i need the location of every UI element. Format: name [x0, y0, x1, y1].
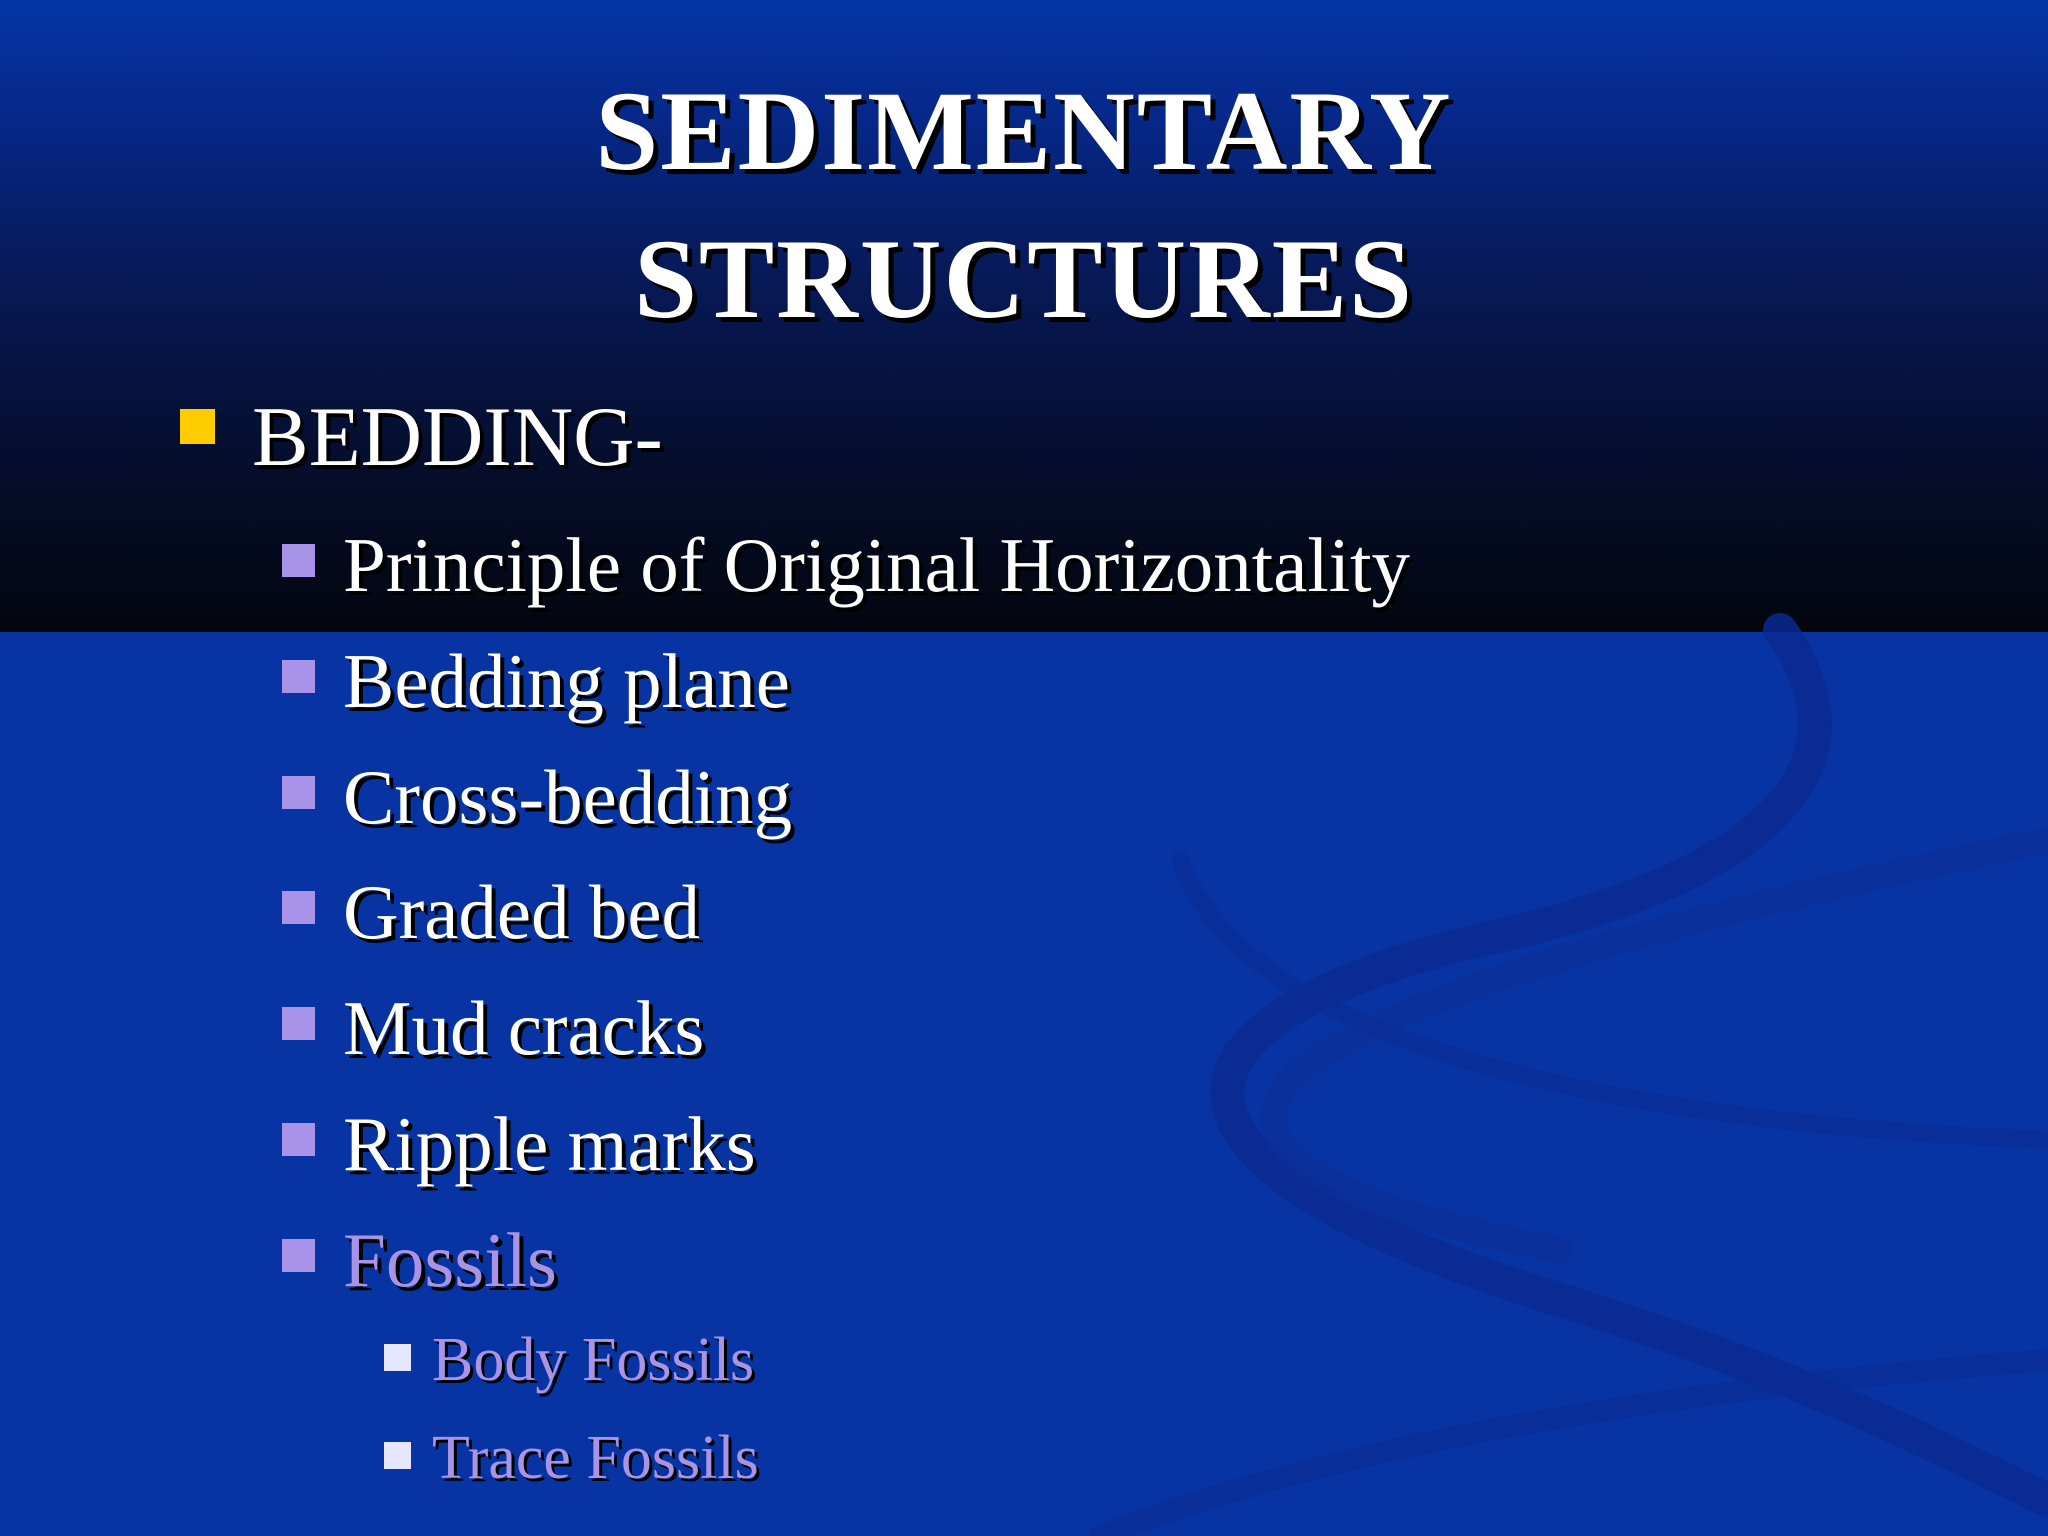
sub-bullet-text: Cross-bedding	[343, 754, 793, 840]
bullet-text: BEDDING-	[252, 390, 663, 484]
sub-sub-bullet-body-fossils	[384, 1326, 754, 1394]
sub-bullet-text: Bedding plane	[343, 638, 790, 724]
square-bullet-icon	[282, 660, 315, 693]
sub-bullet-text: Principle of Original Horizontality	[343, 522, 1411, 608]
sub-bullet-text: Mud cracks	[343, 985, 705, 1071]
sub-sub-bullet-text: Trace Fossils	[432, 1424, 759, 1492]
sub-bullet-fossils	[282, 1219, 557, 1301]
sub-bullet-mud-cracks	[282, 987, 704, 1069]
title-line-1: SEDIMENTARY	[595, 69, 1453, 194]
sub-bullet-text: Graded bed	[343, 869, 701, 955]
sub-bullet-text: Fossils	[343, 1217, 558, 1303]
sub-sub-bullet-trace-fossils	[384, 1424, 759, 1492]
title-line-2: STRUCTURES	[634, 217, 1414, 342]
square-bullet-icon	[282, 1239, 315, 1272]
sub-bullet-ripple-marks	[282, 1103, 756, 1185]
square-bullet-icon	[180, 409, 215, 444]
sub-bullet-original-horizontality	[282, 524, 1410, 606]
sub-bullet-text: Ripple marks	[343, 1101, 756, 1187]
sub-bullet-bedding-plane	[282, 640, 790, 722]
square-bullet-icon	[282, 544, 315, 577]
square-bullet-icon	[282, 1123, 315, 1156]
square-bullet-icon	[282, 891, 315, 924]
bullet-bedding	[180, 392, 663, 482]
square-bullet-icon	[282, 1007, 315, 1040]
square-bullet-icon	[384, 1344, 411, 1371]
sub-bullet-graded-bed	[282, 871, 700, 953]
square-bullet-icon	[384, 1442, 411, 1469]
square-bullet-icon	[282, 776, 315, 809]
sub-sub-bullet-text: Body Fossils	[432, 1326, 755, 1394]
sub-bullet-cross-bedding	[282, 756, 792, 838]
